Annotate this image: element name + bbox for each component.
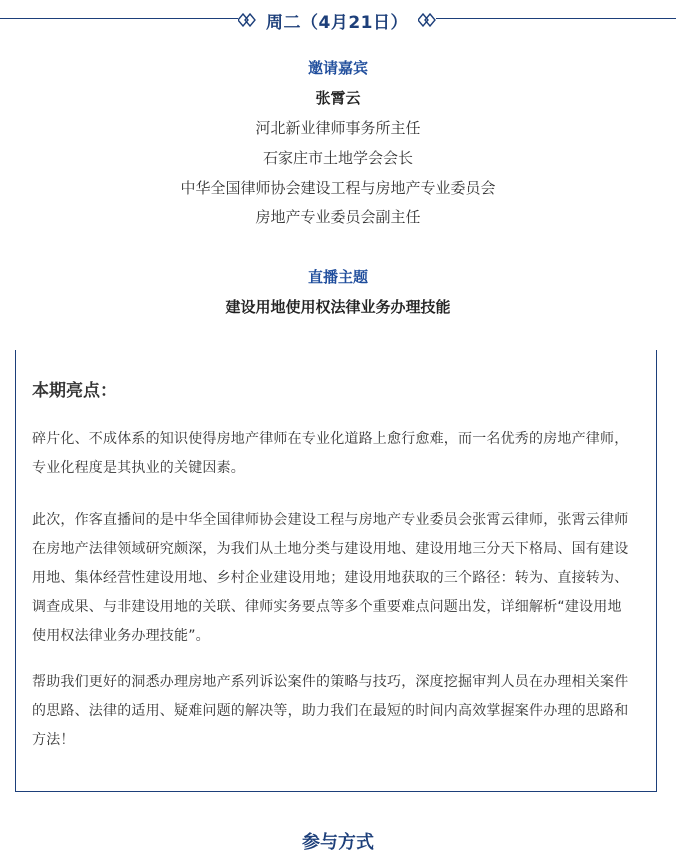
highlights-box — [15, 350, 657, 792]
highlights-paragraph: 碎片化、不成体系的知识使得房地产律师在专业化道路上愈行愈难，而一名优秀的房地产律师，专业化程度是其执业的关键因素。 — [32, 431, 629, 476]
date-header — [238, 9, 436, 31]
guest-section-label: 邀请嘉宾 — [307, 59, 368, 77]
header-rule-left — [0, 18, 238, 19]
header-rule-right — [436, 18, 676, 19]
guest-title-line: 房地产专业委员会副主任 — [255, 208, 421, 226]
diamond-ornament-icon — [238, 13, 256, 27]
topic-title: 建设用地使用权法律业务办理技能 — [225, 298, 451, 316]
guest-title-line: 河北新业律师事务所主任 — [255, 119, 421, 137]
diamond-ornament-icon — [418, 13, 436, 27]
highlights-paragraph: 此次，作客直播间的是中华全国律师协会建设工程与房地产专业委员会张霄云律师，张霄云律师在房地产法律领域研究颇深，为我们从土地分类与建设用地、建设用地三分天下格局、国有建设用地、集体经营性建设用地、乡村企业建设用地；建设用地获取的三个路径：转为、直接转为、调查成果、与非建设用地的关联、律师实务要点等多个重要难点问题出发，详细解析“建设用地使用权法律业务办理技能”。 — [32, 512, 629, 644]
participate-heading: 参与方式 — [302, 832, 374, 853]
highlights-heading: 本期亮点： — [32, 381, 117, 401]
highlights-paragraph: 帮助我们更好的洞悉办理房地产系列诉讼案件的策略与技巧，深度挖掘审判人员在办理相关案件的思路、法律的适用、疑难问题的解决等，助力我们在最短的时间内高效掌握案件办理的思路和方法！ — [32, 674, 629, 748]
guest-title-line: 中华全国律师协会建设工程与房地产专业委员会 — [180, 179, 496, 197]
guest-title-line: 石家庄市土地学会会长 — [262, 149, 413, 167]
topic-section-label: 直播主题 — [307, 268, 368, 286]
date-title: 周二（4月21日） — [266, 12, 408, 33]
guest-name: 张霄云 — [315, 89, 361, 107]
